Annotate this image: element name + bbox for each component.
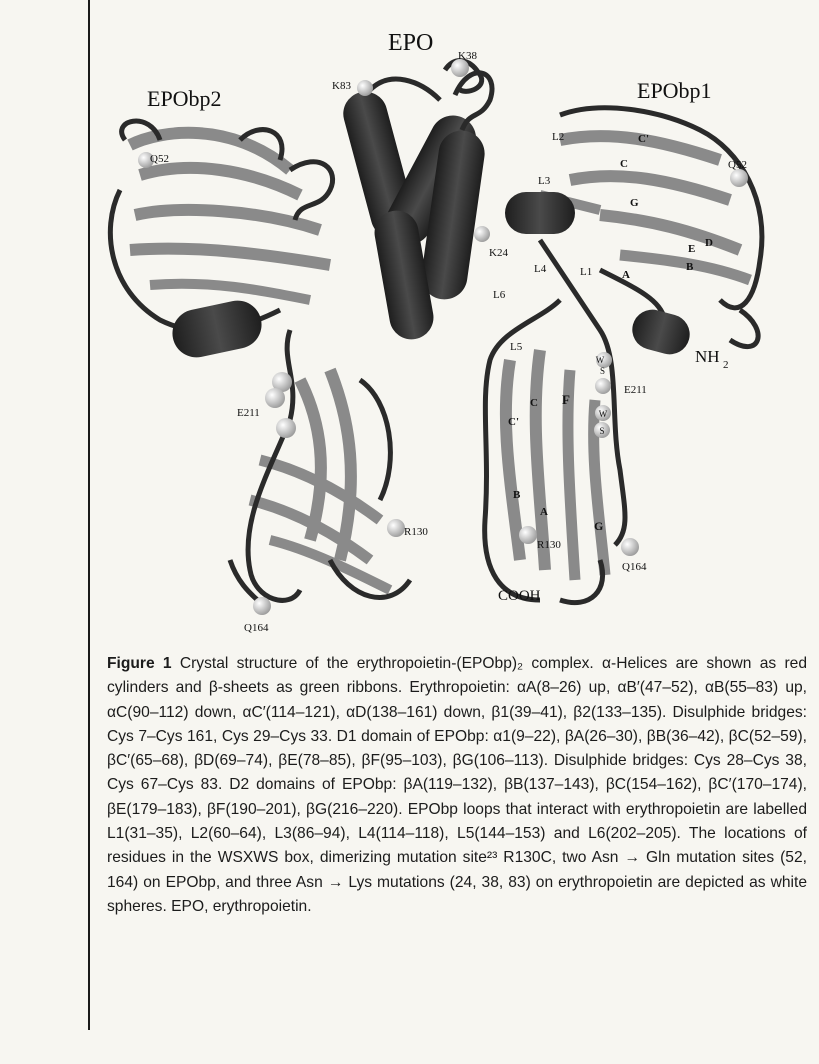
label-strand-cprime-upper: C': [638, 133, 649, 145]
label-strand-g-upper: G: [630, 197, 639, 209]
label-strand-f-lower: F: [562, 392, 570, 407]
figure-caption: [107, 652, 807, 919]
label-r130-left: R130: [404, 526, 428, 538]
label-q52-left: Q52: [150, 153, 169, 165]
caption-label: Figure 1: [107, 655, 172, 672]
sphere-e211-left-b: [265, 388, 285, 408]
label-epobp1: EPObp1: [637, 78, 712, 103]
caption-text: Crystal structure of the erythropoietin-(EPObp)₂ complex. α-Helices are shown as red cylinders and β-sheets as green ribbons. Erythropoietin: αA(8–26) up, αB′(47–52), αB(55–83) up, αC(90–112) down, αC′(114–121), αD(138–161) down, β1(39–41), β2(133–135). Disulphide bridges: Cys 7–Cys 161, Cys 29–Cys 33. D1 domain of EPObp: α1(9–22), βA(26–30), βB(36–42), βC(52–59), βC′(65–68), βD(69–74), βE(78–85), βF(95–103), βG(106–113). Disulphide bridges: Cys 28–Cys 38, Cys 67–Cys 83. D2 domains of EPObp: βA(119–132), βB(137–143), βC(154–162), βC′(170–174), βE(179–183), βF(190–201), βG(216–220). EPObp loops that interact with erythropoietin are labelled L1(31–35), L2(60–64), L3(86–94), L4(114–118), L5(144–153) and L6(202–205). The locations of residues in the WSXWS box, dimerizing mutation site²³ R130C, two Asn → Gln mutation sites (52, 164) on EPObp, and three Asn → Lys mutations (24, 38, 83) on erythropoietin are depicted as white spheres. EPO, erythropoietin.: [107, 655, 807, 915]
label-k83: K83: [332, 80, 351, 92]
label-epo: EPO: [388, 30, 434, 56]
label-strand-c-upper: C: [620, 158, 628, 170]
label-strand-c-lower: C: [530, 397, 538, 409]
sphere-e211-right: [595, 378, 611, 394]
label-nh2-sub: 2: [723, 359, 729, 371]
label-q52-right: Q52: [728, 159, 747, 171]
label-e211-left: E211: [237, 407, 260, 419]
label-w2: W: [598, 409, 608, 419]
protein-structure-figure: [92, 0, 819, 640]
sphere-r130-left: [387, 519, 405, 537]
label-epobp2: EPObp2: [147, 86, 222, 111]
label-e211-right: E211: [624, 384, 647, 396]
label-strand-a-lower: A: [540, 506, 548, 518]
label-strand-e-upper: E: [688, 243, 696, 255]
label-strand-g-lower: G: [594, 519, 604, 533]
sphere-k83: [357, 80, 373, 96]
sphere-q164-left: [253, 597, 271, 615]
label-strand-d-upper: D: [705, 237, 713, 249]
label-l1: L1: [580, 266, 593, 278]
label-q164-left: Q164: [244, 622, 269, 634]
label-w1: W: [595, 355, 605, 365]
label-l2: L2: [552, 131, 565, 143]
sphere-e211-left-c: [276, 418, 296, 438]
label-q164-right: Q164: [622, 561, 647, 573]
sphere-r130-right: [519, 526, 537, 544]
epobp2-d2-domain: [230, 330, 410, 605]
epo-helices: [338, 61, 492, 343]
label-r130-right: R130: [537, 539, 561, 551]
label-strand-a-upper: A: [622, 269, 630, 281]
epobp1-d1-domain: [505, 108, 762, 359]
label-strand-b-upper: B: [686, 261, 694, 273]
label-k38: K38: [458, 50, 477, 62]
label-s1: S: [600, 366, 606, 376]
label-s2: S: [599, 426, 605, 436]
left-margin-rule: [88, 0, 90, 1030]
label-l4: L4: [534, 263, 547, 275]
label-k24: K24: [489, 247, 508, 259]
label-l3: L3: [538, 175, 551, 187]
label-l6: L6: [493, 289, 506, 301]
sphere-q52-right: [730, 169, 748, 187]
ribbon-diagram: [92, 0, 819, 640]
sphere-k24: [474, 226, 490, 242]
label-strand-b-lower: B: [513, 489, 521, 501]
label-cooh: COOH: [498, 588, 541, 604]
label-strand-cprime-lower: C': [508, 416, 519, 428]
label-nh2: NH: [695, 347, 720, 366]
sphere-q164-right: [621, 538, 639, 556]
label-l5: L5: [510, 341, 523, 353]
